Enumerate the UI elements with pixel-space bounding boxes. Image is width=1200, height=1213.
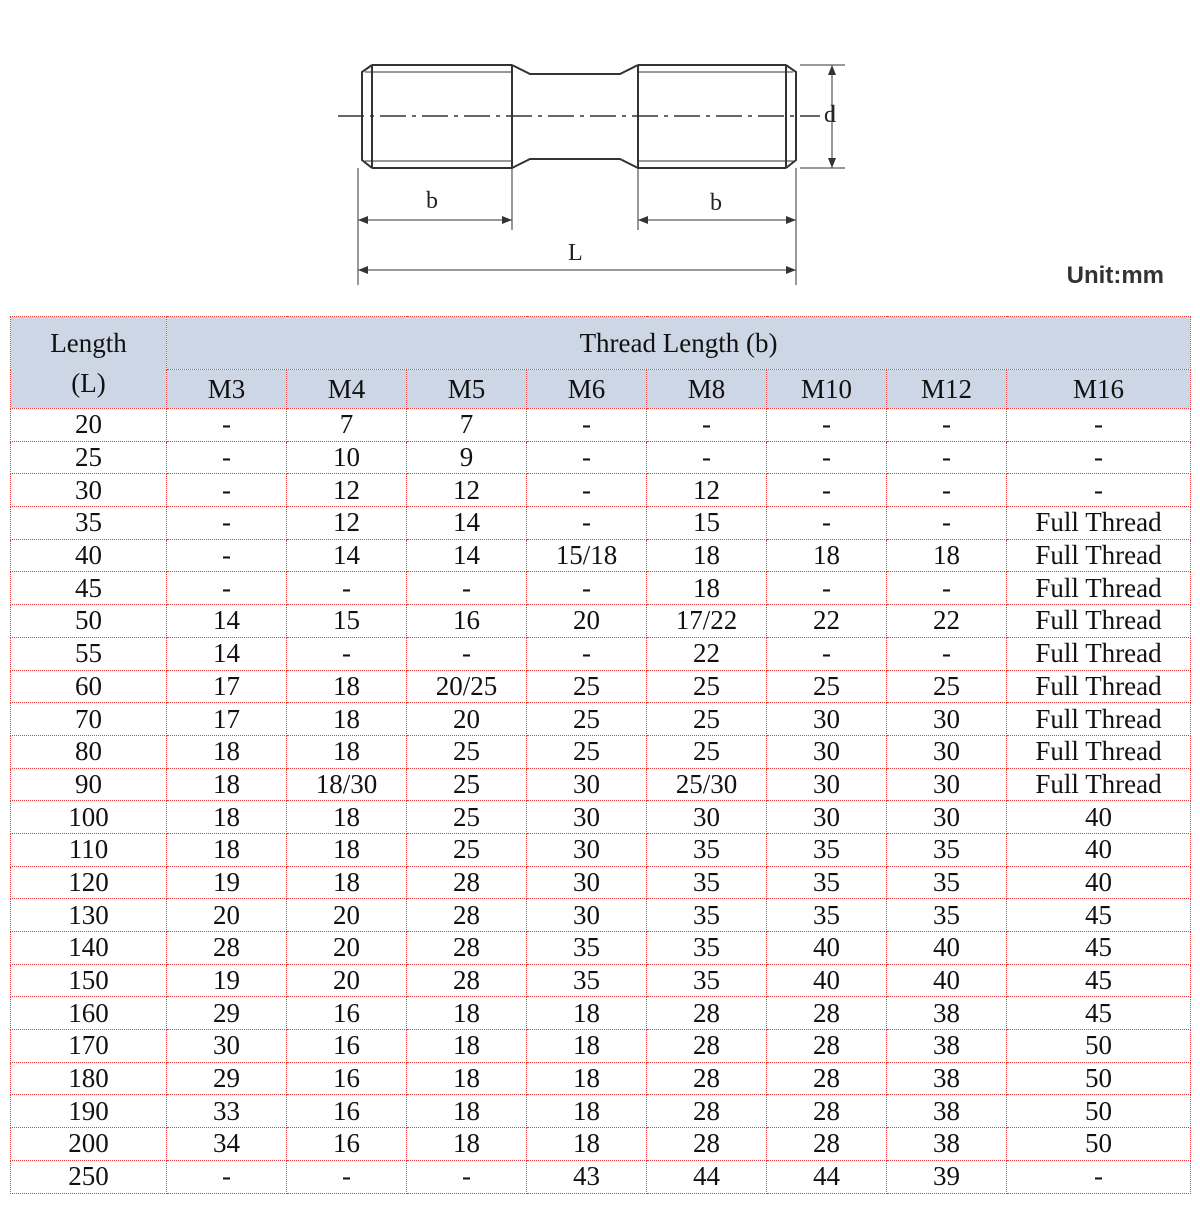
thread-length-cell: 25	[527, 735, 647, 768]
size-header-m12: M12	[887, 370, 1007, 409]
length-cell: 130	[11, 899, 167, 932]
thread-length-cell: 40	[767, 932, 887, 965]
thread-length-cell: 30	[167, 1030, 287, 1063]
thread-length-cell: 25/30	[647, 768, 767, 801]
thread-length-cell: 28	[647, 1095, 767, 1128]
table-row	[11, 1128, 1191, 1161]
thread-length-cell: 16	[287, 1128, 407, 1161]
thread-length-cell: 20	[287, 932, 407, 965]
thread-length-cell: 16	[287, 1095, 407, 1128]
thread-length-cell: -	[887, 572, 1007, 605]
length-cell: 80	[11, 735, 167, 768]
thread-length-cell: 30	[527, 899, 647, 932]
thread-length-cell: 25	[887, 670, 1007, 703]
thread-length-cell: 28	[407, 932, 527, 965]
thread-length-cell: 18	[887, 539, 1007, 572]
thread-length-cell: 30	[767, 703, 887, 736]
thread-length-cell: 12	[647, 474, 767, 507]
thread-length-cell: 18	[287, 866, 407, 899]
thread-length-cell: 16	[287, 997, 407, 1030]
thread-length-cell: 45	[1007, 932, 1191, 965]
thread-length-cell: 18	[287, 670, 407, 703]
thread-length-cell: 28	[767, 1095, 887, 1128]
thread-length-cell: 16	[287, 1030, 407, 1063]
unit-label: Unit:mm	[1066, 262, 1164, 289]
thread-length-cell: 15/18	[527, 539, 647, 572]
thread-length-cell: 18	[527, 1095, 647, 1128]
length-cell: 190	[11, 1095, 167, 1128]
thread-length-cell: 18	[527, 1030, 647, 1063]
thread-length-cell: 35	[647, 932, 767, 965]
thread-length-cell: -	[287, 572, 407, 605]
thread-length-cell: 35	[647, 964, 767, 997]
thread-length-cell: 18	[167, 833, 287, 866]
thread-length-cell: 28	[767, 1062, 887, 1095]
thread-length-cell: 29	[167, 1062, 287, 1095]
thread-length-cell: 20	[527, 605, 647, 638]
thread-length-cell: 50	[1007, 1062, 1191, 1095]
length-cell: 250	[11, 1160, 167, 1193]
thread-length-cell: 19	[167, 964, 287, 997]
thread-length-cell: 28	[407, 899, 527, 932]
thread-length-cell: 35	[647, 833, 767, 866]
thread-length-cell: 40	[767, 964, 887, 997]
thread-length-cell: 7	[407, 409, 527, 442]
table-row	[11, 997, 1191, 1030]
thread-length-cell: 28	[647, 1062, 767, 1095]
thread-length-cell: 18	[167, 801, 287, 834]
table-row	[11, 899, 1191, 932]
table-row	[11, 932, 1191, 965]
thread-length-cell: 40	[887, 964, 1007, 997]
thread-length-cell: 25	[647, 703, 767, 736]
thread-length-cell: 45	[1007, 997, 1191, 1030]
thread-length-cell: 35	[527, 932, 647, 965]
thread-length-cell: 25	[647, 735, 767, 768]
diameter-label: d	[824, 102, 836, 128]
double-end-stud-drawing	[0, 0, 1200, 300]
thread-length-cell: -	[527, 637, 647, 670]
thread-length-cell: 30	[527, 801, 647, 834]
thread-length-cell: 18	[407, 1062, 527, 1095]
thread-length-cell: 18	[407, 1128, 527, 1161]
thread-length-cell: 14	[167, 637, 287, 670]
thread-length-cell: -	[167, 572, 287, 605]
thread-length-cell: 43	[527, 1160, 647, 1193]
length-cell: 120	[11, 866, 167, 899]
thread-length-cell: 20	[407, 703, 527, 736]
thread-length-cell: 25	[647, 670, 767, 703]
thread-length-cell: -	[527, 572, 647, 605]
thread-length-cell: 35	[887, 899, 1007, 932]
thread-length-cell: 44	[767, 1160, 887, 1193]
length-cell: 45	[11, 572, 167, 605]
thread-length-cell: 28	[407, 964, 527, 997]
thread-length-cell: 28	[407, 866, 527, 899]
thread-length-table	[10, 316, 1191, 1194]
thread-length-cell: 28	[167, 932, 287, 965]
table-row	[11, 735, 1191, 768]
b-left-label: b	[426, 188, 438, 214]
thread-length-cell: -	[887, 441, 1007, 474]
length-header-line1: Length	[50, 327, 127, 358]
thread-length-cell: -	[167, 474, 287, 507]
table-row	[11, 670, 1191, 703]
thread-length-cell: 38	[887, 1062, 1007, 1095]
thread-length-cell: Full Thread	[1007, 768, 1191, 801]
thread-length-cell: -	[407, 572, 527, 605]
thread-length-cell: -	[887, 637, 1007, 670]
thread-length-cell: 18	[407, 1030, 527, 1063]
thread-length-cell: 22	[887, 605, 1007, 638]
thread-length-cell: 14	[287, 539, 407, 572]
thread-length-cell: 40	[1007, 801, 1191, 834]
thread-length-cell: 25	[527, 703, 647, 736]
thread-length-cell: 28	[767, 1030, 887, 1063]
thread-length-cell: 30	[887, 703, 1007, 736]
thread-length-cell: -	[167, 1160, 287, 1193]
table-body	[11, 409, 1191, 1194]
length-cell: 40	[11, 539, 167, 572]
thread-length-cell: 9	[407, 441, 527, 474]
length-header-line2: (L)	[71, 367, 106, 398]
length-cell: 50	[11, 605, 167, 638]
thread-length-cell: 25	[407, 768, 527, 801]
thread-length-cell: -	[287, 637, 407, 670]
thread-length-cell: 35	[647, 866, 767, 899]
size-header-m3: M3	[167, 370, 287, 409]
thread-length-cell: -	[887, 474, 1007, 507]
thread-length-cell: 33	[167, 1095, 287, 1128]
table-row	[11, 866, 1191, 899]
thread-length-cell: Full Thread	[1007, 605, 1191, 638]
thread-length-cell: -	[527, 507, 647, 540]
thread-length-cell: -	[767, 409, 887, 442]
thread-length-cell: Full Thread	[1007, 703, 1191, 736]
thread-length-cell: 35	[647, 899, 767, 932]
thread-length-cell: 20	[287, 964, 407, 997]
thread-length-cell: -	[167, 507, 287, 540]
thread-length-cell: 18	[647, 539, 767, 572]
table-row	[11, 507, 1191, 540]
thread-length-cell: 18	[527, 1062, 647, 1095]
thread-length-cell: 17	[167, 670, 287, 703]
length-cell: 150	[11, 964, 167, 997]
length-cell: 90	[11, 768, 167, 801]
thread-length-cell: 17/22	[647, 605, 767, 638]
length-cell: 70	[11, 703, 167, 736]
thread-length-cell: -	[527, 474, 647, 507]
thread-length-cell: 18	[287, 703, 407, 736]
thread-length-cell: Full Thread	[1007, 670, 1191, 703]
thread-length-cell: 18	[407, 997, 527, 1030]
size-header-m8: M8	[647, 370, 767, 409]
size-header-row	[11, 370, 1191, 409]
length-cell: 100	[11, 801, 167, 834]
thread-length-cell: 18	[407, 1095, 527, 1128]
thread-length-cell: -	[647, 409, 767, 442]
thread-length-cell: -	[167, 539, 287, 572]
thread-length-cell: 16	[287, 1062, 407, 1095]
thread-length-cell: 18	[767, 539, 887, 572]
thread-length-cell: 35	[767, 899, 887, 932]
thread-length-cell: -	[767, 637, 887, 670]
thread-length-cell: Full Thread	[1007, 539, 1191, 572]
thread-length-cell: 35	[767, 866, 887, 899]
thread-length-cell: 40	[887, 932, 1007, 965]
thread-length-cell: -	[647, 441, 767, 474]
thread-length-cell: Full Thread	[1007, 735, 1191, 768]
thread-length-cell: 38	[887, 1095, 1007, 1128]
thread-length-cell: 45	[1007, 899, 1191, 932]
stud-diagram	[0, 0, 1200, 300]
table-row	[11, 441, 1191, 474]
thread-length-cell: 28	[647, 1030, 767, 1063]
thread-length-cell: 19	[167, 866, 287, 899]
thread-length-cell: 18	[527, 997, 647, 1030]
thread-length-cell: 38	[887, 1128, 1007, 1161]
thread-length-cell: 30	[767, 801, 887, 834]
thread-length-cell: Full Thread	[1007, 572, 1191, 605]
thread-length-cell: 18	[167, 735, 287, 768]
thread-length-cell: 18	[287, 801, 407, 834]
thread-length-cell: 22	[767, 605, 887, 638]
thread-length-cell: 50	[1007, 1095, 1191, 1128]
thread-length-cell: 10	[287, 441, 407, 474]
thread-length-cell: 44	[647, 1160, 767, 1193]
thread-length-cell: 50	[1007, 1128, 1191, 1161]
thread-length-cell: 38	[887, 1030, 1007, 1063]
table-row	[11, 964, 1191, 997]
length-cell: 200	[11, 1128, 167, 1161]
thread-length-cell: 35	[527, 964, 647, 997]
thread-length-cell: -	[767, 507, 887, 540]
thread-length-cell: 20	[167, 899, 287, 932]
thread-length-cell: 25	[407, 801, 527, 834]
thread-length-cell: Full Thread	[1007, 507, 1191, 540]
thread-length-cell: 7	[287, 409, 407, 442]
thread-length-cell: 18	[647, 572, 767, 605]
thread-length-cell: 20/25	[407, 670, 527, 703]
thread-length-cell: -	[767, 441, 887, 474]
thread-length-cell: 30	[887, 801, 1007, 834]
thread-length-cell: 15	[287, 605, 407, 638]
table-row	[11, 768, 1191, 801]
thread-length-cell: 25	[407, 833, 527, 866]
thread-length-cell: 30	[527, 768, 647, 801]
length-cell: 20	[11, 409, 167, 442]
thread-length-cell: -	[407, 637, 527, 670]
size-header-m4: M4	[287, 370, 407, 409]
thread-length-cell: 50	[1007, 1030, 1191, 1063]
thread-length-cell: -	[1007, 1160, 1191, 1193]
length-cell: 60	[11, 670, 167, 703]
thread-length-cell: 18	[287, 833, 407, 866]
table-row	[11, 1160, 1191, 1193]
thread-length-cell: -	[887, 409, 1007, 442]
thread-length-cell: 35	[767, 833, 887, 866]
table-row	[11, 637, 1191, 670]
thread-length-cell: -	[767, 474, 887, 507]
thread-length-cell: 17	[167, 703, 287, 736]
thread-length-cell: -	[407, 1160, 527, 1193]
table-row	[11, 1030, 1191, 1063]
thread-length-cell: 28	[767, 997, 887, 1030]
thread-length-cell: -	[167, 409, 287, 442]
thread-length-cell: 14	[407, 507, 527, 540]
length-cell: 180	[11, 1062, 167, 1095]
thread-length-cell: -	[1007, 474, 1191, 507]
thread-length-cell: 38	[887, 997, 1007, 1030]
thread-length-cell: 34	[167, 1128, 287, 1161]
thread-length-cell: 22	[647, 637, 767, 670]
size-header-m10: M10	[767, 370, 887, 409]
length-cell: 160	[11, 997, 167, 1030]
table-row	[11, 605, 1191, 638]
thread-length-cell: 35	[887, 833, 1007, 866]
length-cell: 25	[11, 441, 167, 474]
thread-length-cell: 12	[407, 474, 527, 507]
thread-length-cell: 25	[767, 670, 887, 703]
size-header-m16: M16	[1007, 370, 1191, 409]
thread-length-cell: 30	[887, 768, 1007, 801]
length-label: L	[568, 240, 583, 266]
thread-length-cell: -	[1007, 441, 1191, 474]
length-cell: 110	[11, 833, 167, 866]
thread-length-cell: 30	[647, 801, 767, 834]
thread-length-cell: 12	[287, 474, 407, 507]
table-row	[11, 703, 1191, 736]
length-cell: 55	[11, 637, 167, 670]
thread-length-cell: 12	[287, 507, 407, 540]
b-right-label: b	[710, 190, 722, 216]
thread-length-cell: 18/30	[287, 768, 407, 801]
thread-length-cell: -	[527, 441, 647, 474]
thread-length-cell: -	[1007, 409, 1191, 442]
thread-length-cell: 40	[1007, 866, 1191, 899]
thread-length-cell: -	[887, 507, 1007, 540]
length-cell: 30	[11, 474, 167, 507]
thread-length-cell: 29	[167, 997, 287, 1030]
thread-length-cell: 30	[527, 833, 647, 866]
thread-length-cell: 28	[647, 1128, 767, 1161]
thread-length-cell: 20	[287, 899, 407, 932]
thread-length-cell: 30	[527, 866, 647, 899]
thread-length-cell: 35	[887, 866, 1007, 899]
thread-length-cell: -	[767, 572, 887, 605]
thread-length-cell: 30	[767, 735, 887, 768]
thread-length-cell: 28	[767, 1128, 887, 1161]
thread-length-cell: -	[287, 1160, 407, 1193]
thread-length-header: Thread Length (b)	[167, 317, 1191, 370]
thread-length-cell: 25	[407, 735, 527, 768]
thread-length-cell: 18	[287, 735, 407, 768]
thread-length-cell: 28	[647, 997, 767, 1030]
thread-length-cell: 40	[1007, 833, 1191, 866]
thread-length-cell: 18	[527, 1128, 647, 1161]
length-cell: 170	[11, 1030, 167, 1063]
thread-length-cell: 45	[1007, 964, 1191, 997]
length-cell: 35	[11, 507, 167, 540]
table-row	[11, 833, 1191, 866]
thread-length-cell: Full Thread	[1007, 637, 1191, 670]
thread-length-cell: -	[167, 441, 287, 474]
thread-length-cell: 18	[167, 768, 287, 801]
thread-length-cell: -	[527, 409, 647, 442]
length-cell: 140	[11, 932, 167, 965]
table-row	[11, 801, 1191, 834]
thread-length-cell: 25	[527, 670, 647, 703]
table-row	[11, 474, 1191, 507]
size-header-m6: M6	[527, 370, 647, 409]
thread-length-cell: 14	[167, 605, 287, 638]
length-header	[11, 317, 167, 409]
thread-length-cell: 39	[887, 1160, 1007, 1193]
thread-length-cell: 30	[767, 768, 887, 801]
table-row	[11, 1095, 1191, 1128]
table-row	[11, 1062, 1191, 1095]
size-header-m5: M5	[407, 370, 527, 409]
table-row	[11, 572, 1191, 605]
thread-length-cell: 16	[407, 605, 527, 638]
thread-length-cell: 30	[887, 735, 1007, 768]
table-row	[11, 409, 1191, 442]
thread-length-cell: 15	[647, 507, 767, 540]
thread-length-cell: 14	[407, 539, 527, 572]
table-row	[11, 539, 1191, 572]
